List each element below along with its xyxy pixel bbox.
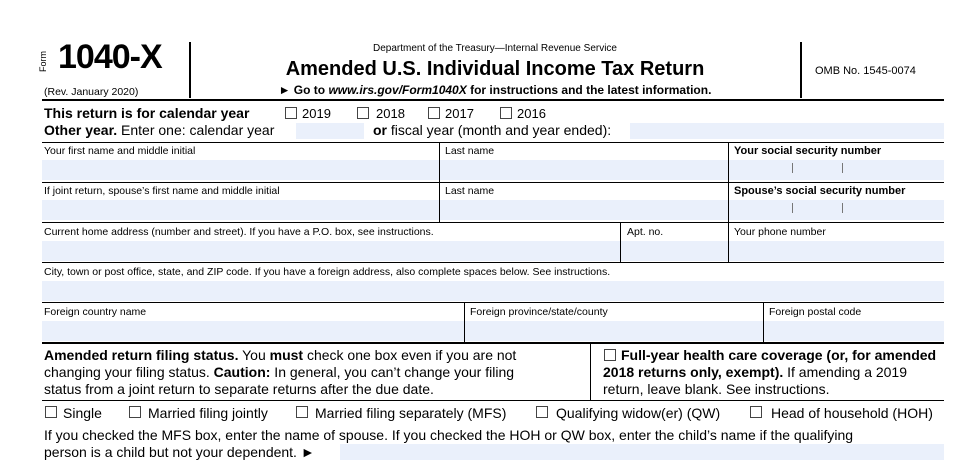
other-year-text: Enter one: calendar year	[121, 122, 275, 138]
foreign-province-label: Foreign province/state/county	[470, 306, 608, 318]
phone-label: Your phone number	[734, 226, 826, 238]
year-2016-label: 2016	[517, 106, 546, 121]
city-row-rule	[42, 302, 944, 303]
health-care-divider	[590, 342, 591, 400]
header-divider-right	[800, 42, 802, 98]
other-year-bold: Other year.	[44, 122, 118, 138]
last-name-input[interactable]	[440, 160, 728, 180]
phone-input[interactable]	[729, 241, 944, 261]
name-row-rule	[42, 182, 944, 183]
single-label: Single	[63, 405, 102, 421]
spouse-ssn-label: Spouse’s social security number	[734, 185, 906, 197]
address-input[interactable]	[42, 241, 620, 261]
spouse-first-name-label: If joint return, spouse’s first name and middle initial	[44, 185, 280, 197]
spouse-last-name-input[interactable]	[440, 200, 728, 220]
ssn-input[interactable]	[729, 160, 944, 180]
year-2017-checkbox[interactable]	[428, 107, 440, 119]
foreign-country-label: Foreign country name	[44, 306, 147, 318]
first-name-label: Your first name and middle initial	[44, 145, 196, 157]
last-name-label: Last name	[445, 145, 495, 157]
apt-label: Apt. no.	[627, 226, 664, 238]
spouse-child-note-line-2: person is a child but not your dependent. ►	[44, 444, 315, 460]
year-2019-checkbox[interactable]	[285, 107, 297, 119]
foreign-country-input[interactable]	[42, 321, 464, 341]
filing-status-caution: Caution:	[213, 364, 271, 380]
filing-status-para-3: status from a joint return to separate returns after the due date.	[44, 381, 434, 397]
fiscal-year-input[interactable]	[630, 123, 944, 139]
year-2016-checkbox[interactable]	[500, 107, 512, 119]
year-2019-label: 2019	[302, 106, 331, 121]
health-care-2018-bold: 2018 returns only, exempt).	[603, 364, 784, 380]
filing-status-para-2	[44, 364, 514, 380]
health-care-2019-text: If amending a 2019	[783, 364, 908, 380]
address-row-rule	[42, 262, 944, 263]
spouse-first-name-input[interactable]	[42, 200, 439, 220]
form-number: 1040-X	[58, 38, 162, 76]
year-2017-label: 2017	[445, 106, 474, 121]
calendar-year-label: This return is for calendar year	[44, 105, 250, 121]
single-checkbox[interactable]	[45, 406, 57, 418]
foreign-province-input[interactable]	[465, 321, 763, 341]
filing-status-p1-a: You	[238, 347, 270, 363]
year-2018-checkbox[interactable]	[357, 107, 369, 119]
health-care-checkbox[interactable]	[604, 349, 616, 361]
spouse-child-name-input[interactable]	[340, 444, 944, 460]
goto-suffix: for instructions and the latest information.	[466, 83, 712, 97]
calendar-year-input[interactable]	[296, 123, 364, 139]
married-jointly-checkbox[interactable]	[129, 406, 141, 418]
foreign-postal-label: Foreign postal code	[769, 306, 862, 318]
city-input[interactable]	[42, 281, 944, 301]
filing-status-p1-b: check one box even if you are not	[303, 347, 517, 363]
qualifying-widow-label: Qualifying widow(er) (QW)	[556, 405, 721, 421]
goto-prefix: ► Go to	[278, 83, 329, 97]
fiscal-year-line	[373, 122, 611, 138]
year-2018-label: 2018	[376, 106, 405, 121]
spouse-row-rule	[42, 222, 944, 223]
other-year-line	[44, 122, 274, 138]
qualifying-widow-checkbox[interactable]	[536, 406, 548, 418]
city-label: City, town or post office, state, and ZIP code. If you have a foreign address, also complete spaces below. See instructions.	[44, 266, 611, 278]
filing-status-heading: Amended return filing status.	[44, 347, 239, 363]
spouse-child-note-line-1: If you checked the MFS box, enter the name of spouse. If you checked the HOH or QW box, enter the child’s name if the qualifying	[44, 427, 854, 443]
head-of-household-checkbox[interactable]	[750, 406, 762, 418]
ssn-label: Your social security number	[734, 145, 882, 157]
first-name-input[interactable]	[42, 160, 439, 180]
filing-status-para-1	[44, 347, 516, 363]
head-of-household-label: Head of household (HOH)	[771, 405, 933, 421]
department-line: Department of the Treasury—Internal Revenue Service	[372, 43, 617, 54]
spouse-ssn-input[interactable]	[729, 200, 944, 220]
filing-status-p2-a: changing your filing status.	[44, 364, 214, 380]
ssn-separator-1	[792, 163, 793, 173]
revision-date: (Rev. January 2020)	[44, 86, 139, 98]
fiscal-or-bold: or	[373, 122, 387, 138]
ssn-separator-2	[842, 163, 843, 173]
foreign-row-rule	[42, 342, 944, 344]
header-bottom-rule	[42, 99, 944, 101]
filing-status-p2-b: In general, you can’t change your filing	[270, 364, 515, 380]
foreign-postal-input[interactable]	[764, 321, 944, 341]
health-care-line-3: return, leave blank. See instructions.	[603, 381, 830, 397]
filing-status-rule	[42, 400, 944, 401]
spouse-ssn-separator-1	[792, 203, 793, 213]
married-separately-label: Married filing separately (MFS)	[315, 405, 507, 421]
married-separately-checkbox[interactable]	[296, 406, 308, 418]
instructions-url[interactable]: www.irs.gov/Form1040X	[328, 83, 467, 97]
omb-number: OMB No. 1545-0074	[815, 65, 916, 77]
spouse-ssn-separator-2	[842, 203, 843, 213]
address-label: Current home address (number and street). If you have a P.O. box, see instructions.	[44, 226, 434, 238]
spouse-last-name-label: Last name	[445, 185, 495, 197]
page-title: Amended U.S. Individual Income Tax Return	[285, 58, 705, 80]
instructions-link-line	[190, 83, 800, 97]
calendar-bottom-rule	[42, 142, 944, 143]
form-word: Form	[38, 51, 48, 72]
fiscal-year-text: fiscal year (month and year ended):	[390, 122, 612, 138]
apt-input[interactable]	[621, 241, 728, 261]
married-jointly-label: Married filing jointly	[148, 405, 268, 421]
health-care-line-1: Full-year health care coverage (or, for amended	[621, 347, 937, 363]
filing-status-must: must	[269, 347, 304, 363]
health-care-line-2	[603, 364, 907, 380]
